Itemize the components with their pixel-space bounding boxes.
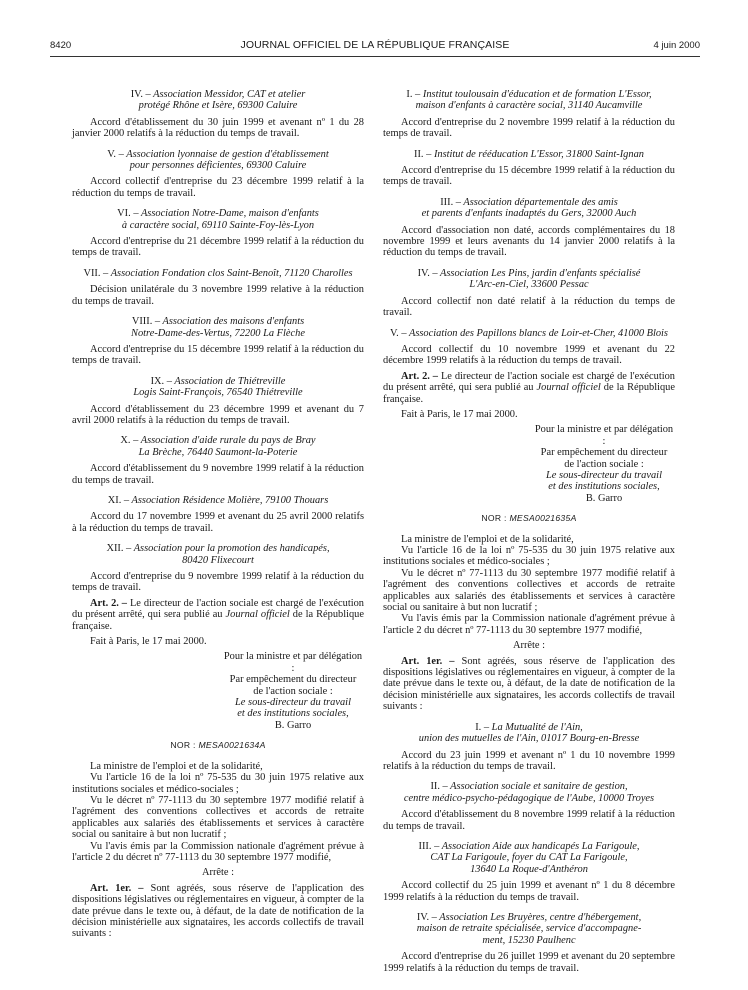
signing-place-date: Fait à Paris, le 17 mai 2000. [90, 636, 207, 648]
entry-heading: X. – Association d'aide rurale du pays de Bray La Brèche, 76440 Saumont-la-Poterie [120, 435, 316, 458]
entry-heading: V. – Association des Papillons blancs de Loir-et-Cher, 41000 Blois [390, 327, 668, 339]
entry-heading: II. – Institut de rééducation L'Essor, 31800 Saint-Ignan [414, 148, 644, 160]
visa-text: Vu l'article 16 de la loi nº 75-535 du 30 juin 1975 relative aux institutions sociales et médico-sociales ; [383, 545, 675, 568]
entry-heading: IV. – Association Messidor, CAT et atelier protégé Rhône et Isère, 69300 Caluire [130, 89, 306, 112]
nor-reference: NOR : MESA0021635A [481, 513, 577, 524]
visa-text: Vu l'avis émis par la Commission nationale d'agrément prévue à l'article 2 du décret nº 77-1113 du 30 septembre 1977 modifié, [383, 613, 675, 636]
article-2: Art. 2. – Le directeur de l'action sociale est chargé de l'exécution du présent arrêté, qui sera publié au Journal officiel de la République française. [383, 370, 675, 405]
visa-text: Vu le décret nº 77-1113 du 30 septembre 1977 modifié relatif à l'agrément des conventions collectives et accords de retraite applicables aux salariés des établissements et services à caractère social ou sanitaire à but non lucratif ; [383, 567, 675, 614]
page-number: 8420 [50, 40, 72, 51]
issue-date: 4 juin 2000 [653, 40, 700, 51]
entry-heading: IV. – Association Les Pins, jardin d'enfants spécialisé L'Arc-en-Ciel, 33600 Pessac [417, 267, 641, 291]
entry-heading: III. – Association Aide aux handicapés La Farigoule, CAT La Farigoule, foyer du CAT La Farigoule, 13640 La Roque-d'Anthéron [418, 840, 640, 875]
entry-text: Accord d'entreprise du 2 novembre 1999 relatif à la réduction du temps de travail. [383, 116, 675, 140]
entry-heading: I. – Institut toulousain d'éducation et de formation L'Essor, maison d'enfants à caractère social, 31140 Aucamville [406, 89, 652, 112]
visa-text: Vu l'article 16 de la loi nº 75-535 du 30 juin 1975 relative aux institutions sociales et médico-sociales ; [72, 772, 364, 795]
visa-text: Vu l'avis émis par la Commission nationale d'agrément prévue à l'article 2 du décret nº 77-1113 du 30 septembre 1977 modifié, [72, 840, 364, 863]
entry-heading: III. – Association départementale des amis et parents d'enfants inadaptés du Gers, 32000 Auch [421, 196, 637, 220]
left-column [72, 89, 364, 940]
signature-block: Pour la ministre et par délégation : Par empêchement du directeur de l'action sociale : Le sous-directeur du travail et des institutions sociales, B. Garro [223, 651, 363, 731]
nor-reference: NOR : MESA0021634A [170, 740, 266, 751]
entry-text: Accord d'entreprise du 26 juillet 1999 et avenant du 20 septembre 1999 relatifs à la réduction du temps de travail. [383, 951, 675, 974]
entry-text: Accord d'établissement du 8 novembre 1999 relatif à la réduction du temps de travail. [383, 809, 675, 832]
entry-text: Accord d'établissement du 30 juin 1999 et avenant nº 1 du 28 janvier 2000 relatifs à la réduction du temps de travail. [72, 116, 364, 140]
entry-text: Accord collectif d'entreprise du 23 décembre 1999 relatif à la réduction du temps de travail. [72, 176, 364, 199]
entry-text: Accord d'établissement du 23 décembre 1999 et avenant du 7 avril 2000 relatifs à la réduction du temps de travail. [72, 403, 364, 426]
entry-text: Accord d'entreprise du 15 décembre 1999 relatif à la réduction du temps de travail. [383, 165, 675, 188]
entry-text: Décision unilatérale du 3 novembre 1999 relative à la réduction du temps de travail. [72, 284, 364, 307]
arrete-label: Arrête : [201, 867, 235, 879]
entry-text: Accord collectif du 10 novembre 1999 et avenant du 22 décembre 1999 relatifs à la réduction du temps de travail. [383, 343, 675, 367]
entry-heading: VI. – Association Notre-Dame, maison d'enfants à caractère social, 69110 Sainte-Foy-lès-Lyon [117, 208, 319, 231]
signature-block: Pour la ministre et par délégation : Par empêchement du directeur de l'action sociale : Le sous-directeur du travail et des institutions sociales, B. Garro [534, 424, 674, 504]
header-rule [50, 56, 700, 57]
entry-heading: XII. – Association pour la promotion des handicapés, 80420 Flixecourt [106, 543, 330, 566]
entry-text: Accord d'établissement du 9 novembre 1999 relatif à la réduction du temps de travail. [72, 463, 364, 486]
article-1: Art. 1er. – Sont agréés, sous réserve de l'application des dispositions législatives ou réglementaires en vigueur, à compter de la date prévue dans le texte ou, à défaut, de la date de notification de la décision ministérielle aux signataires, les accords collectifs de travail suivants : [383, 655, 675, 713]
entry-text: Accord du 17 novembre 1999 et avenant du 25 avril 2000 relatifs à la réduction du temps de travail. [72, 511, 364, 534]
visa-text: Vu le décret nº 77-1113 du 30 septembre 1977 modifié relatif à l'agrément des conventions collectives et accords de retraite applicables aux salariés des établissements et services à caractère social ou sanitaire à but non lucratif ; [72, 794, 364, 841]
entry-heading: IV. – Association Les Bruyères, centre d'hébergement, maison de retraite spécialisée, service d'accompagne- ment, 15230 Paulhenc [416, 911, 642, 946]
entry-heading: II. – Association sociale et sanitaire de gestion, centre médico-psycho-pédagogique de l'Aube, 10000 Troyes [403, 781, 655, 804]
signing-place-date: Fait à Paris, le 17 mai 2000. [401, 408, 518, 420]
article-1: Art. 1er. – Sont agréés, sous réserve de l'application des dispositions législatives ou réglementaires en vigueur, à compter de la date prévue dans le texte ou, à défaut, de la date de notification de la décision ministérielle aux signataires, les accords collectifs de travail suivants : [72, 882, 364, 940]
entry-heading: XI. – Association Résidence Molière, 79100 Thouars [107, 494, 329, 506]
entry-heading: VII. – Association Fondation clos Saint-Benoît, 71120 Charolles [83, 267, 353, 279]
visa-text: La ministre de l'emploi et de la solidarité, [90, 760, 263, 772]
page-header [50, 40, 700, 54]
entry-heading: I. – La Mutualité de l'Ain, union des mutuelles de l'Ain, 01017 Bourg-en-Bresse [418, 721, 640, 745]
entry-text: Accord du 23 juin 1999 et avenant nº 1 du 10 novembre 1999 relatifs à la réduction du temps de travail. [383, 749, 675, 772]
entry-text: Accord d'entreprise du 21 décembre 1999 relatif à la réduction du temps de travail. [72, 236, 364, 259]
entry-text: Accord collectif du 25 juin 1999 et avenant nº 1 du 8 décembre 1999 relatifs à la réduction du temps de travail. [383, 880, 675, 903]
entry-text: Accord d'entreprise du 15 décembre 1999 relatif à la réduction du temps de travail. [72, 343, 364, 367]
journal-title: JOURNAL OFFICIEL DE LA RÉPUBLIQUE FRANÇAISE [240, 39, 510, 51]
right-column [383, 89, 675, 974]
article-2: Art. 2. – Le directeur de l'action sociale est chargé de l'exécution du présent arrêté, qui sera publié au Journal officiel de la République française. [72, 597, 364, 632]
arrete-label: Arrête : [512, 640, 546, 652]
entry-text: Accord collectif non daté relatif à la réduction du temps de travail. [383, 295, 675, 319]
entry-heading: IX. – Association de Thiétreville Logis Saint-François, 76540 Thiétreville [133, 375, 303, 399]
entry-text: Accord d'entreprise du 9 novembre 1999 relatif à la réduction du temps de travail. [72, 571, 364, 594]
entry-heading: VIII. – Association des maisons d'enfants Notre-Dame-des-Vertus, 72200 La Flèche [131, 316, 305, 339]
visa-text: La ministre de l'emploi et de la solidarité, [401, 533, 574, 545]
entry-text: Accord d'association non daté, accords complémentaires du 18 novembre 1999 et leurs avenants du 14 janvier 2000 relatifs à la réduction du temps de travail. [383, 224, 675, 259]
entry-heading: V. – Association lyonnaise de gestion d'établissement pour personnes déficientes, 69300 Caluire [107, 148, 329, 172]
